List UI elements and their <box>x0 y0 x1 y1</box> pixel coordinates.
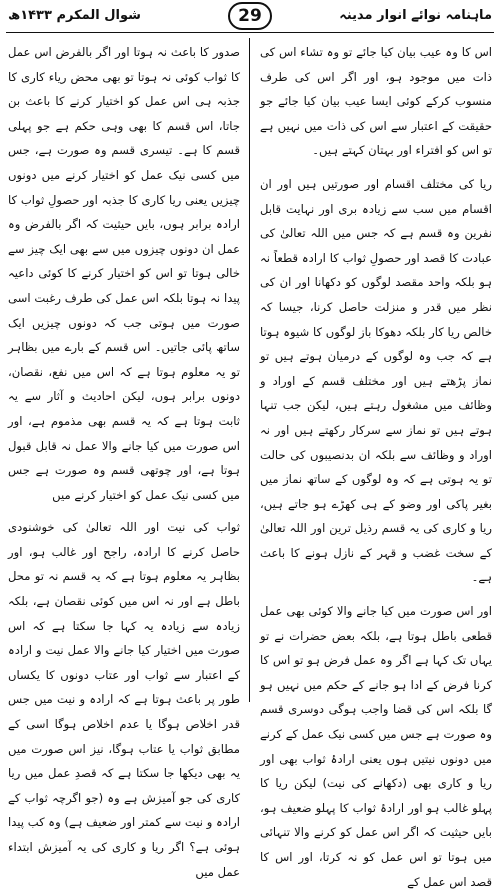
paragraph: ثواب کی نیت اور اللہ تعالیٰ کی خوشنودی حاصل کرنے کا ارادہ، راجح اور غالب ہو، اور بظاہر یہ معلوم ہوتا ہے کہ یہ قسم نہ تو محل باطل ہے اور نہ اس میں کوئی نقصان ہے، بلکہ زیادہ سے زیادہ یہ کہا جا سکتا ہے کہ اس صورت میں اختیار کیا جانے والا عمل نیت و ارادہ کے اعتبار سے ثواب اور عتاب دونوں کا یکساں طور پر باعث ہوتا ہے کہ ارادہ و نیت میں جس قدر اخلاص ہوگا یا عدم اخلاص ہوگا اسی کے مطابق ثواب یا عتاب ہوگا، نیز اس صورت میں یہ بھی دیکھا جا سکتا ہے کہ قصدِ عمل میں ریا کاری کی جو آمیزش ہے وہ (جو اگرچہ ثواب کے ارادہ و نیت سے کمتر اور ضعیف ہے) وہ کب پیدا ہوئی ہے؟ اگر ریا و کاری کی یہ آمیزش ابتداء عمل میں <box>8 520 240 879</box>
right-column <box>260 40 492 889</box>
header-divider <box>6 32 494 33</box>
page-header <box>0 0 500 34</box>
issue-date: شوال المکرم ۱۴۳۳ھ <box>8 8 141 23</box>
column-divider <box>249 38 250 702</box>
paragraph: ریا کی مختلف اقسام اور صورتیں ہیں اور ان اقسام میں سب سے زیادہ بری اور نہایت قابل نفرین وہ قسم ہے کہ جس میں اللہ تعالیٰ کی عبادت کا قصد اور حصولِ ثواب کا ارادہ قطعاً نہ ہو بلکہ واحد مقصد لوگوں کو دکھانا اور ان کی نظر میں قدر و منزلت حاصل کرنا، جیسا کہ خالص ریا کار بلکہ دھوکا باز لوگوں کا شیوہ ہوتا ہے کہ جب وہ لوگوں کے درمیان ہوتے ہیں تو نماز پڑھتے ہیں اور مختلف قسم کے اوراد و وظائف میں مشغول رہتے ہیں، لیکن جب تنہا ہوتے ہیں تو نماز سے سرکار رکھتے ہیں اور نہ اوراد و وظائف سے بلکہ ان بدنصیبوں کی حالت تو یہ ہوتی ہے کہ وہ لوگوں کے ساتھ نماز میں بغیر پاکی اور وضو کے ہی کھڑے ہو جاتے ہیں، ریا و کاری کی یہ قسم رذیل ترین اور اللہ تعالیٰ کے سخت غضب و قہر کے نازل ہونے کا باعث ہے۔ <box>260 176 492 585</box>
paragraph: اس کا وہ عیب بیان کیا جائے تو وہ تشاء اس کی ذات میں موجود ہو، اور اگر اس کی طرف منسوب کرکے کوئی ایسا عیب بیان کیا جائے جو حقیقت کے اعتبار سے اس کی ذات میں نہیں ہے تو اس کو افتراء اور بہتان کہتے ہیں۔ <box>260 45 492 158</box>
left-column <box>8 40 240 879</box>
page-number-badge: 29 <box>228 2 272 30</box>
magazine-title: ماہنامہ نوائے انوار مدینہ <box>339 8 492 23</box>
paragraph: اور اس صورت میں کیا جانے والا کوئی بھی عمل قطعی باطل ہوتا ہے، بلکہ بعض حضرات نے تو یہاں تک کہا ہے اگر وہ عمل فرض ہو تو اس کا کرنا فرض کے ادا ہو جانے کے حکم میں نہیں ہو گا بلکہ اس کی قضا واجب ہوگی دوسری قسم وہ صورت ہے جس میں کسی نیک عمل کے کرنے میں دونوں نیتیں ہوں یعنی ارادۂ ثواب بھی اور ریا و کاری بھی (دکھانے کی نیت) لیکن ریا کا پہلو غالب ہو اور ارادۂ ثواب کا پہلو ضعیف ہو، بایں حیثیت کہ اگر اس عمل کو کرنے والا تنہائی میں ہوتا تو اس عمل کو نہ کرتا، اور اس کا قصد اس عمل کے <box>260 604 492 889</box>
paragraph: صدور کا باعث نہ ہوتا اور اگر بالفرض اس عمل کا ثواب کوئی نہ ہوتا تو بھی محض ریاء کاری کا جذبہ ہی اس عمل کو اختیار کرنے کا باعث بن جاتا، اس قسم کا بھی وہی حکم ہے جو پہلی قسم کا ہے۔ تیسری قسم وہ صورت ہے، جس میں کسی نیک عمل کو اختیار کرنے میں دونوں چیزیں یعنی ریا کاری کا جذبہ اور حصولِ ثواب کا ارادہ برابر ہوں، بایں حیثیت کہ اگر بالفرض وہ عمل ان دونوں چیزوں میں سے بھی ایک چیز سے خالی ہوتا تو اس کو اختیار کرنے کا کوئی داعیہ پیدا نہ ہوتا بلکہ اس عمل کی طرف رغبت اسی صورت میں ہوتی جب کہ دونوں چیزیں ایک ساتھ پائی جاتیں۔ اس قسم کے بارے میں بظاہر تو یہ معلوم ہوتا ہے کہ اس میں نفع، نقصان، دونوں برابر ہوں، لیکن احادیث و آثار سے یہ ثابت ہوتا ہے کہ یہ قسم بھی مذموم ہے، اور اس صورت میں کیا جانے والا عمل نہ قابل قبول ہوتا ہے، اور چوتھی قسم وہ صورت ہے جس میں کسی نیک عمل کو اختیار کرنے میں <box>8 45 240 502</box>
